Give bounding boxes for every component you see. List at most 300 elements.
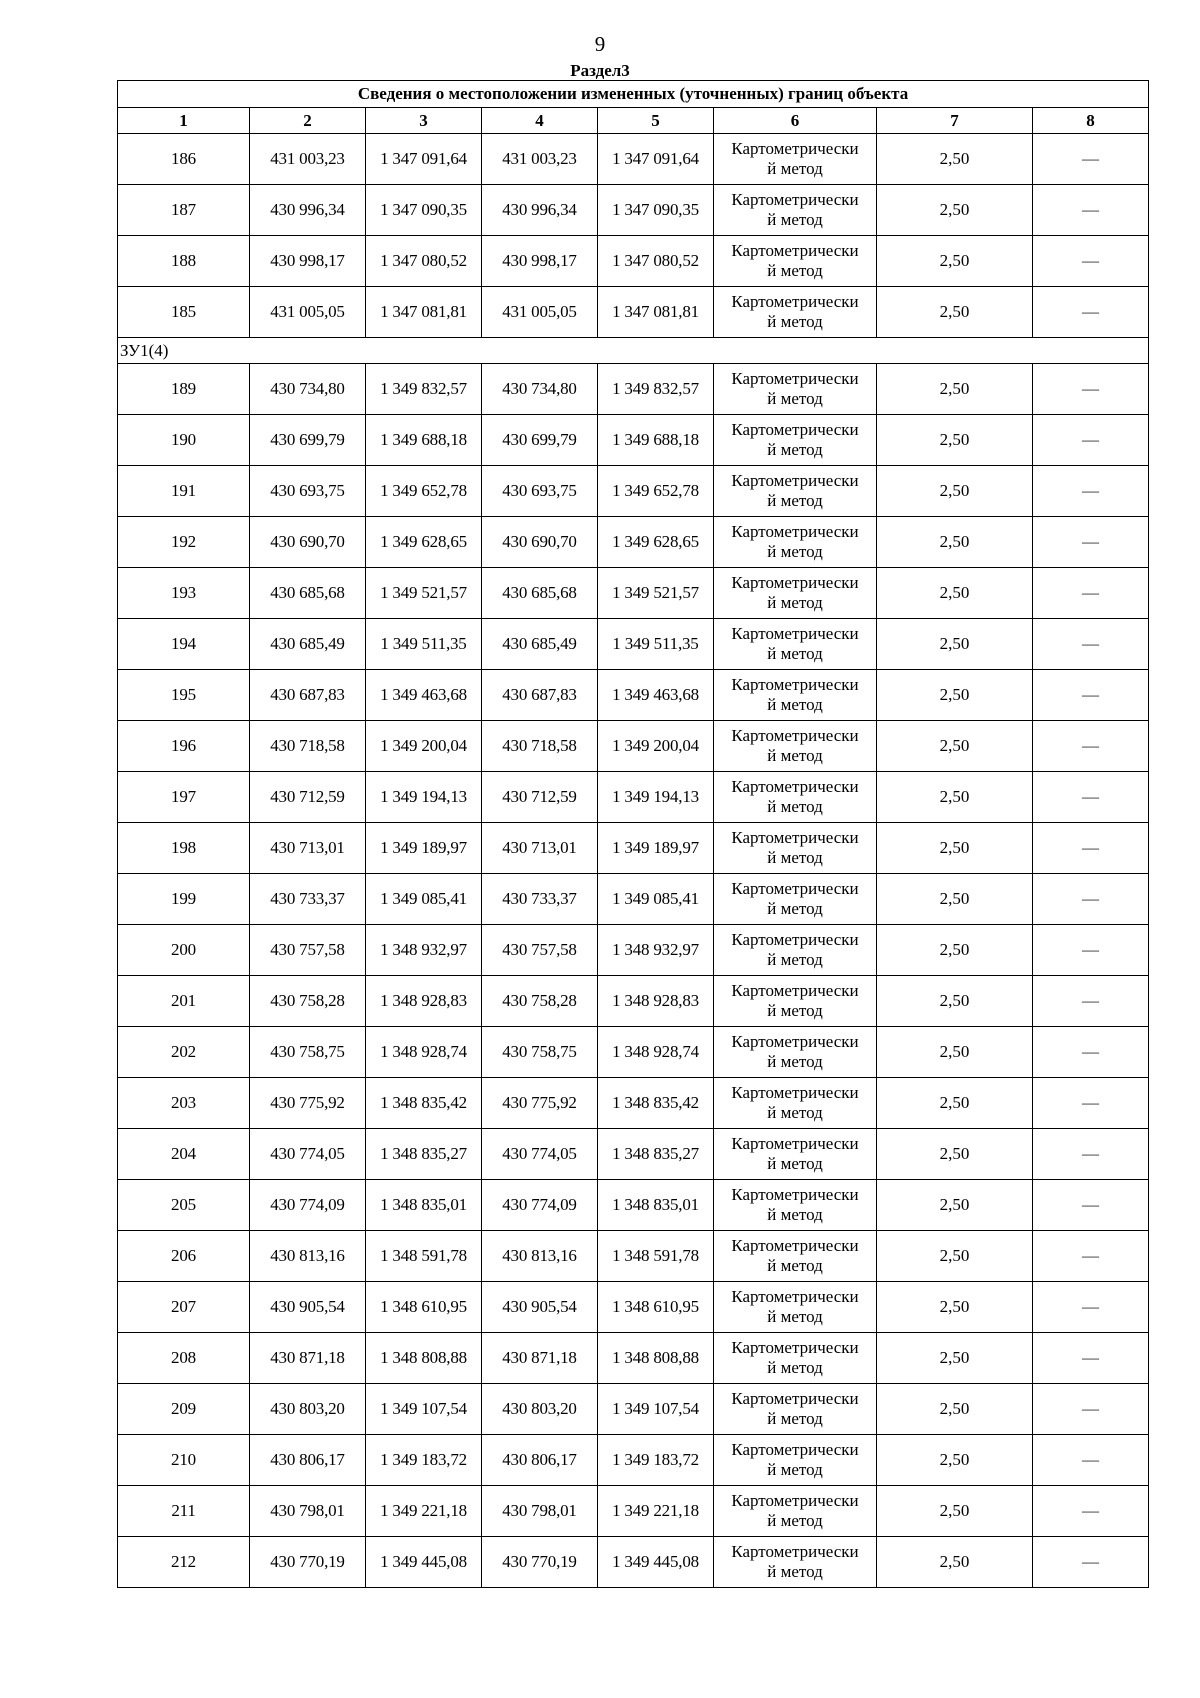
table-group [118,338,1149,364]
description-cell: — [1033,134,1149,185]
method-text-line2: й метод [767,899,823,918]
method-text-line1: Картометрически [731,190,859,209]
point-number-cell: 194 [118,619,250,670]
method-text-line1: Картометрически [731,675,859,694]
new-y-cell: 1 348 835,01 [598,1180,714,1231]
precision-cell: 2,50 [877,670,1033,721]
section-title: Раздел3 [570,61,630,80]
method-cell [714,1231,877,1282]
old-x-cell: 430 734,80 [250,364,366,415]
new-y-cell: 1 348 932,97 [598,925,714,976]
old-x-cell: 431 003,23 [250,134,366,185]
point-number-cell: 193 [118,568,250,619]
table-row [118,925,1149,976]
point-number-cell: 196 [118,721,250,772]
method-cell [714,1333,877,1384]
table-row [118,236,1149,287]
old-x-cell: 430 770,19 [250,1537,366,1588]
point-number-cell: 197 [118,772,250,823]
description-cell: — [1033,823,1149,874]
table-row [118,517,1149,568]
precision-cell: 2,50 [877,517,1033,568]
method-cell [714,1435,877,1486]
new-x-cell: 430 713,01 [482,823,598,874]
old-x-cell: 430 775,92 [250,1078,366,1129]
description-cell: — [1033,874,1149,925]
point-number-cell: 202 [118,1027,250,1078]
new-x-cell: 430 734,80 [482,364,598,415]
old-x-cell: 430 798,01 [250,1486,366,1537]
method-cell [714,1180,877,1231]
table-row [118,1180,1149,1231]
new-y-cell: 1 349 183,72 [598,1435,714,1486]
new-x-cell: 431 003,23 [482,134,598,185]
old-y-cell: 1 348 932,97 [366,925,482,976]
old-x-cell: 430 998,17 [250,236,366,287]
method-text-line1: Картометрически [731,1287,859,1306]
method-text-line2: й метод [767,1409,823,1428]
precision-cell: 2,50 [877,1129,1033,1180]
method-text-line1: Картометрически [731,241,859,260]
new-y-cell: 1 349 511,35 [598,619,714,670]
old-x-cell: 430 699,79 [250,415,366,466]
method-text-line1: Картометрически [731,1032,859,1051]
method-text-line1: Картометрически [731,522,859,541]
description-cell: — [1033,415,1149,466]
new-y-cell: 1 349 221,18 [598,1486,714,1537]
method-text-line2: й метод [767,848,823,867]
method-text-line1: Картометрически [731,420,859,439]
method-text-line1: Картометрически [731,471,859,490]
precision-cell: 2,50 [877,874,1033,925]
precision-cell: 2,50 [877,1231,1033,1282]
method-cell [714,517,877,568]
column-number: 8 [1033,108,1149,134]
point-number-cell: 198 [118,823,250,874]
old-y-cell: 1 349 445,08 [366,1537,482,1588]
method-cell [714,568,877,619]
precision-cell: 2,50 [877,1333,1033,1384]
old-x-cell: 431 005,05 [250,287,366,338]
precision-cell: 2,50 [877,134,1033,185]
old-y-cell: 1 349 200,04 [366,721,482,772]
table-row [118,1027,1149,1078]
old-y-cell: 1 349 628,65 [366,517,482,568]
new-y-cell: 1 348 928,83 [598,976,714,1027]
method-text-line2: й метод [767,593,823,612]
precision-cell: 2,50 [877,1027,1033,1078]
old-x-cell: 430 757,58 [250,925,366,976]
new-x-cell: 430 693,75 [482,466,598,517]
precision-cell: 2,50 [877,721,1033,772]
old-y-cell: 1 348 835,01 [366,1180,482,1231]
description-cell: — [1033,466,1149,517]
precision-cell: 2,50 [877,1486,1033,1537]
description-cell: — [1033,1129,1149,1180]
old-x-cell: 430 774,05 [250,1129,366,1180]
new-y-cell: 1 349 085,41 [598,874,714,925]
method-text-line1: Картометрически [731,1542,859,1561]
old-x-cell: 430 718,58 [250,721,366,772]
column-number: 7 [877,108,1033,134]
column-number: 3 [366,108,482,134]
new-y-cell: 1 349 107,54 [598,1384,714,1435]
method-cell [714,466,877,517]
old-y-cell: 1 349 085,41 [366,874,482,925]
old-y-cell: 1 347 080,52 [366,236,482,287]
new-x-cell: 430 718,58 [482,721,598,772]
new-y-cell: 1 349 194,13 [598,772,714,823]
precision-cell: 2,50 [877,287,1033,338]
group-label: ЗУ1(4) [118,338,1149,364]
method-text-line2: й метод [767,389,823,408]
description-cell: — [1033,236,1149,287]
old-y-cell: 1 349 521,57 [366,568,482,619]
old-y-cell: 1 349 832,57 [366,364,482,415]
old-x-cell: 430 733,37 [250,874,366,925]
method-text-line2: й метод [767,1001,823,1020]
method-text-line2: й метод [767,644,823,663]
precision-cell: 2,50 [877,1078,1033,1129]
boundary-coordinates-table [117,80,1149,1588]
table-row [118,466,1149,517]
method-cell [714,670,877,721]
old-y-cell: 1 349 183,72 [366,1435,482,1486]
method-text-line1: Картометрически [731,726,859,745]
new-x-cell: 430 685,49 [482,619,598,670]
table-row [118,185,1149,236]
new-y-cell: 1 349 652,78 [598,466,714,517]
method-cell [714,1537,877,1588]
method-text-line2: й метод [767,210,823,229]
method-cell [714,236,877,287]
old-x-cell: 430 685,68 [250,568,366,619]
new-y-cell: 1 349 189,97 [598,823,714,874]
old-x-cell: 430 690,70 [250,517,366,568]
new-y-cell: 1 348 610,95 [598,1282,714,1333]
old-y-cell: 1 348 591,78 [366,1231,482,1282]
description-cell: — [1033,1180,1149,1231]
point-number-cell: 208 [118,1333,250,1384]
new-x-cell: 430 758,28 [482,976,598,1027]
point-number-cell: 199 [118,874,250,925]
description-cell: — [1033,1078,1149,1129]
new-y-cell: 1 348 808,88 [598,1333,714,1384]
new-x-cell: 430 996,34 [482,185,598,236]
old-y-cell: 1 347 081,81 [366,287,482,338]
point-number-cell: 190 [118,415,250,466]
method-text-line1: Картометрически [731,1134,859,1153]
table-row [118,1435,1149,1486]
description-cell: — [1033,1333,1149,1384]
method-cell [714,619,877,670]
method-text-line2: й метод [767,312,823,331]
method-text-line2: й метод [767,542,823,561]
new-x-cell: 430 758,75 [482,1027,598,1078]
method-text-line2: й метод [767,261,823,280]
precision-cell: 2,50 [877,976,1033,1027]
old-y-cell: 1 349 221,18 [366,1486,482,1537]
method-text-line2: й метод [767,1052,823,1071]
method-text-line2: й метод [767,1307,823,1326]
table-row [118,1537,1149,1588]
precision-cell: 2,50 [877,1180,1033,1231]
new-x-cell: 430 803,20 [482,1384,598,1435]
method-text-line1: Картометрически [731,930,859,949]
table-row [118,1333,1149,1384]
method-text-line1: Картометрически [731,1083,859,1102]
precision-cell: 2,50 [877,1435,1033,1486]
new-y-cell: 1 348 928,74 [598,1027,714,1078]
method-cell [714,925,877,976]
method-text-line1: Картометрически [731,879,859,898]
new-y-cell: 1 348 835,27 [598,1129,714,1180]
new-x-cell: 430 685,68 [482,568,598,619]
method-cell [714,287,877,338]
old-y-cell: 1 348 610,95 [366,1282,482,1333]
new-x-cell: 430 798,01 [482,1486,598,1537]
new-y-cell: 1 348 835,42 [598,1078,714,1129]
description-cell: — [1033,517,1149,568]
precision-cell: 2,50 [877,1384,1033,1435]
precision-cell: 2,50 [877,568,1033,619]
new-x-cell: 430 998,17 [482,236,598,287]
method-text-line1: Картометрически [731,139,859,158]
new-x-cell: 430 774,09 [482,1180,598,1231]
method-cell [714,823,877,874]
column-number: 4 [482,108,598,134]
precision-cell: 2,50 [877,1282,1033,1333]
old-y-cell: 1 349 463,68 [366,670,482,721]
method-text-line2: й метод [767,1205,823,1224]
table-row [118,1486,1149,1537]
old-x-cell: 430 806,17 [250,1435,366,1486]
new-x-cell: 431 005,05 [482,287,598,338]
method-text-line2: й метод [767,1103,823,1122]
new-x-cell: 430 775,92 [482,1078,598,1129]
method-cell [714,772,877,823]
old-y-cell: 1 349 189,97 [366,823,482,874]
column-number: 5 [598,108,714,134]
point-number-cell: 191 [118,466,250,517]
precision-cell: 2,50 [877,925,1033,976]
old-y-cell: 1 348 835,27 [366,1129,482,1180]
point-number-cell: 211 [118,1486,250,1537]
method-text-line1: Картометрически [731,1338,859,1357]
method-cell [714,976,877,1027]
table-row [118,976,1149,1027]
table-row [118,1129,1149,1180]
precision-cell: 2,50 [877,236,1033,287]
new-x-cell: 430 770,19 [482,1537,598,1588]
new-x-cell: 430 757,58 [482,925,598,976]
column-number: 1 [118,108,250,134]
method-text-line2: й метод [767,1154,823,1173]
method-cell [714,1486,877,1537]
old-x-cell: 430 758,28 [250,976,366,1027]
old-y-cell: 1 349 688,18 [366,415,482,466]
description-cell: — [1033,619,1149,670]
new-y-cell: 1 349 628,65 [598,517,714,568]
point-number-cell: 192 [118,517,250,568]
old-y-cell: 1 349 194,13 [366,772,482,823]
table-row [118,415,1149,466]
new-y-cell: 1 347 091,64 [598,134,714,185]
old-x-cell: 430 693,75 [250,466,366,517]
method-text-line1: Картометрически [731,828,859,847]
new-x-cell: 430 806,17 [482,1435,598,1486]
method-text-line1: Картометрически [731,292,859,311]
method-text-line2: й метод [767,746,823,765]
column-number: 2 [250,108,366,134]
table-row [118,670,1149,721]
method-text-line1: Картометрически [731,1236,859,1255]
point-number-cell: 187 [118,185,250,236]
table-row [118,874,1149,925]
table-body-top [118,134,1149,338]
old-y-cell: 1 347 090,35 [366,185,482,236]
table-row [118,1231,1149,1282]
old-x-cell: 430 774,09 [250,1180,366,1231]
new-x-cell: 430 687,83 [482,670,598,721]
description-cell: — [1033,1486,1149,1537]
new-y-cell: 1 349 688,18 [598,415,714,466]
new-x-cell: 430 733,37 [482,874,598,925]
table-row [118,772,1149,823]
point-number-cell: 209 [118,1384,250,1435]
method-cell [714,1078,877,1129]
old-y-cell: 1 349 511,35 [366,619,482,670]
precision-cell: 2,50 [877,185,1033,236]
description-cell: — [1033,772,1149,823]
method-text-line2: й метод [767,1511,823,1530]
description-cell: — [1033,721,1149,772]
new-y-cell: 1 349 832,57 [598,364,714,415]
old-y-cell: 1 348 928,74 [366,1027,482,1078]
precision-cell: 2,50 [877,1537,1033,1588]
point-number-cell: 206 [118,1231,250,1282]
point-number-cell: 207 [118,1282,250,1333]
method-text-line1: Картометрически [731,1389,859,1408]
method-text-line1: Картометрически [731,369,859,388]
point-number-cell: 212 [118,1537,250,1588]
point-number-cell: 201 [118,976,250,1027]
new-x-cell: 430 774,05 [482,1129,598,1180]
old-y-cell: 1 349 652,78 [366,466,482,517]
new-x-cell: 430 690,70 [482,517,598,568]
column-number-row [118,108,1149,134]
precision-cell: 2,50 [877,772,1033,823]
old-y-cell: 1 348 835,42 [366,1078,482,1129]
new-y-cell: 1 349 463,68 [598,670,714,721]
table-row [118,364,1149,415]
new-x-cell: 430 813,16 [482,1231,598,1282]
description-cell: — [1033,1435,1149,1486]
method-cell [714,1282,877,1333]
method-cell [714,1129,877,1180]
method-text-line1: Картометрически [731,573,859,592]
point-number-cell: 195 [118,670,250,721]
precision-cell: 2,50 [877,415,1033,466]
old-x-cell: 430 687,83 [250,670,366,721]
point-number-cell: 204 [118,1129,250,1180]
point-number-cell: 200 [118,925,250,976]
description-cell: — [1033,364,1149,415]
old-x-cell: 430 758,75 [250,1027,366,1078]
method-text-line1: Картометрически [731,624,859,643]
old-y-cell: 1 349 107,54 [366,1384,482,1435]
method-cell [714,874,877,925]
new-y-cell: 1 349 200,04 [598,721,714,772]
method-text-line2: й метод [767,159,823,178]
method-text-line2: й метод [767,440,823,459]
table-row [118,721,1149,772]
point-number-cell: 210 [118,1435,250,1486]
old-x-cell: 430 713,01 [250,823,366,874]
old-x-cell: 430 871,18 [250,1333,366,1384]
description-cell: — [1033,1537,1149,1588]
method-cell [714,721,877,772]
table-row [118,287,1149,338]
description-cell: — [1033,670,1149,721]
method-cell [714,1027,877,1078]
precision-cell: 2,50 [877,364,1033,415]
description-cell: — [1033,976,1149,1027]
old-x-cell: 430 905,54 [250,1282,366,1333]
old-y-cell: 1 348 808,88 [366,1333,482,1384]
new-y-cell: 1 349 521,57 [598,568,714,619]
point-number-cell: 188 [118,236,250,287]
method-cell [714,134,877,185]
table-row [118,1384,1149,1435]
new-y-cell: 1 347 080,52 [598,236,714,287]
method-cell [714,415,877,466]
old-y-cell: 1 347 091,64 [366,134,482,185]
description-cell: — [1033,1282,1149,1333]
page-number: 9 [594,32,606,56]
precision-cell: 2,50 [877,823,1033,874]
old-x-cell: 430 712,59 [250,772,366,823]
method-text-line2: й метод [767,797,823,816]
table-row [118,134,1149,185]
old-x-cell: 430 813,16 [250,1231,366,1282]
old-x-cell: 430 803,20 [250,1384,366,1435]
method-cell [714,185,877,236]
new-x-cell: 430 712,59 [482,772,598,823]
table-caption: Сведения о местоположении измененных (уточненных) границ объекта [118,81,1149,108]
description-cell: — [1033,1384,1149,1435]
new-x-cell: 430 871,18 [482,1333,598,1384]
table-row [118,619,1149,670]
method-text-line2: й метод [767,491,823,510]
method-text-line2: й метод [767,695,823,714]
table-row [118,1282,1149,1333]
method-cell [714,364,877,415]
precision-cell: 2,50 [877,619,1033,670]
point-number-cell: 189 [118,364,250,415]
method-cell [714,1384,877,1435]
new-y-cell: 1 347 081,81 [598,287,714,338]
point-number-cell: 203 [118,1078,250,1129]
new-x-cell: 430 699,79 [482,415,598,466]
new-y-cell: 1 347 090,35 [598,185,714,236]
new-x-cell: 430 905,54 [482,1282,598,1333]
point-number-cell: 205 [118,1180,250,1231]
method-text-line1: Картометрически [731,1185,859,1204]
description-cell: — [1033,925,1149,976]
precision-cell: 2,50 [877,466,1033,517]
description-cell: — [1033,1027,1149,1078]
